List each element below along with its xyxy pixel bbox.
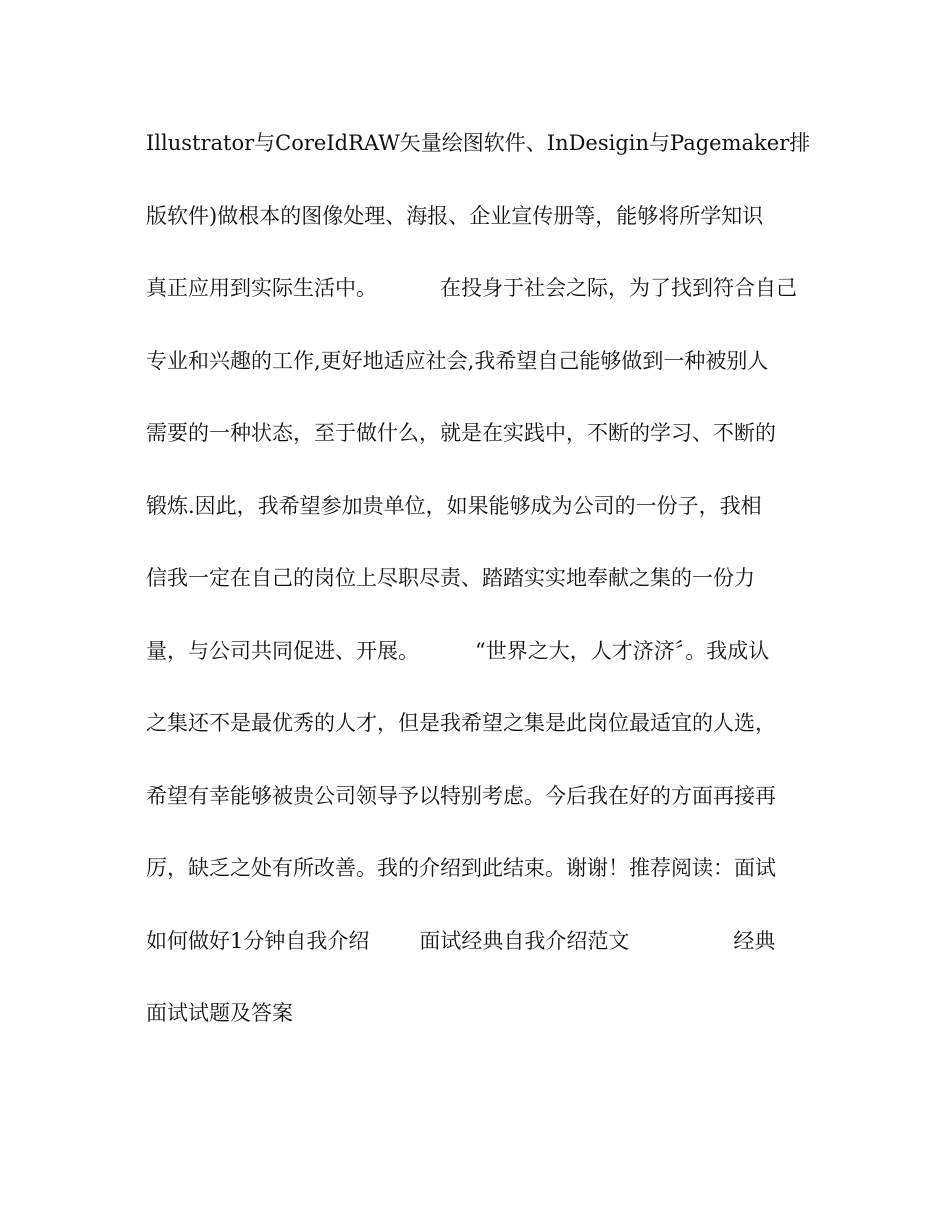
text-line-9: 之集还不是最优秀的人才，但是我希望之集是此岗位最适宜的人选，: [146, 711, 776, 735]
text-line-3: 真正应用到实际生活中。 在投身于社会之际，为了找到符合自己: [146, 276, 797, 300]
link-one-minute-intro: 如何做好1分钟自我介绍: [146, 928, 370, 953]
body-text: [146, 123, 826, 1066]
text-line-5: 需要的一种状态，至于做什么，就是在实践中，不断的学习、不断的: [146, 421, 776, 445]
text-line-13: [146, 993, 826, 1066]
text-line-7: 信我一定在自己的岗位上尽职尽责、踏踏实实地奉献之集的一份力: [146, 566, 755, 590]
link-interview-questions: 面试试题及答案: [146, 1001, 293, 1025]
text-line-2: 版软件)做根本的图像处理、海报、企业宣传册等，能够将所学知识: [146, 203, 764, 228]
text-line-1: Illustrator与CoreIdRAW矢量绘图软件、InDesigin与Pagemaker排: [146, 131, 811, 155]
text-line-4: 专业和兴趣的工作,更好地适应社会,我希望自己能够做到一种被别人: [146, 348, 769, 373]
text-line-11: 厉，缺乏之处有所改善。我的介绍到此结束。谢谢！推荐阅读：面试: [146, 856, 776, 880]
link-classic-intro: 面试经典自我介绍范文: [419, 928, 630, 953]
link-classic: 经典: [733, 928, 776, 953]
text-line-10: 希望有幸能够被贵公司领导予以特别考虑。今后我在好的方面再接再: [146, 783, 776, 808]
text-line-6: 锻炼.因此，我希望参加贵单位，如果能够成为公司的一份子，我相: [146, 493, 762, 518]
text-line-12: [146, 921, 826, 994]
text-line-8: 量，与公司共同促进、开展。 “世界之大，人才济济〞。我成认: [146, 638, 770, 663]
